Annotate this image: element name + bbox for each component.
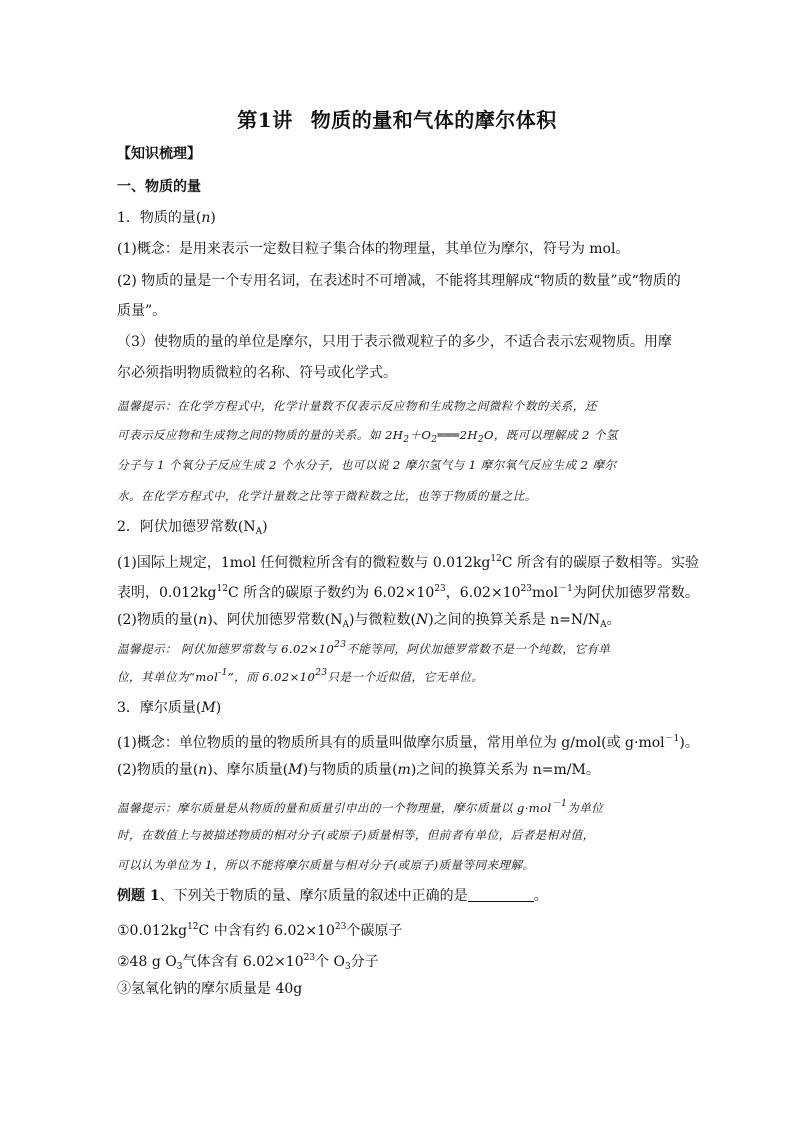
item2-tip-line2: 位，其单位为“mol$^{-1}$”，而 $6.02\times 10^{23}$只是一个近似值，它无单位。 (117, 668, 484, 684)
lecture-number: 第1讲 (237, 108, 293, 132)
item1-tip-line1: 温馨提示：在化学方程式中，化学计量数不仅表示反应物和生成物之间微粒个数的关系，还 (117, 399, 597, 413)
item3-tip-line3: 可以认为单位为 1，所以不能将摩尔质量与相对分子(或原子)质量等同来理解。 (117, 858, 535, 872)
item1-note2-line1: (2) 物质的量是一个专用名词，在表述时不可增减，不能将其理解成“物质的数量”或“物质的 (117, 273, 681, 289)
item3-tip-line1: 温馨提示：摩尔质量是从物质的量和质量引申出的一个物理量，摩尔质量以 g·mol$^{-1}$为单位 (117, 799, 604, 815)
page-title (0, 104, 794, 133)
example1-label: 例题 1 (117, 888, 160, 904)
item1-note3-line1: （3）使物质的量的单位是摩尔，只用于表示微观粒子的多少，不适合表示宏观物质。用摩 (117, 334, 672, 350)
lecture-topic: 物质的量和气体的摩尔体积 (310, 108, 557, 132)
item1-note3-line2: 尔必须指明物质微粒的名称、符号或化学式。 (117, 365, 397, 381)
item1-note2-line2: 质量”。 (117, 303, 167, 319)
item2-p1-line2: 表明，$0.012kg^{12}C$ 所含的碳原子数约为 $6.02\times 10^{23}$，$6.02\times 10^{23}mol^{-1}$为阿伏加德罗常数。 (117, 584, 699, 601)
item1-tip-line3: 分子与 1 个氧分子反应生成 2 个水分子，也可以说 2 摩尔氢气与 1 摩尔氧气反应生成 2 摩尔 (117, 458, 617, 472)
item3-heading: 3．摩尔质量(M) (117, 700, 222, 716)
section-tag: 【知识梳理】 (117, 146, 201, 162)
example1-question: 例题 1、下列关于物质的量、摩尔质量的叙述中正确的是 。 (117, 888, 548, 904)
example1-option1: $①0.012kg^{12}C$ 中含有约 $6.02\times 10^{23}$个碳原子 (117, 922, 403, 939)
item2-tip-line1: 温馨提示： 阿伏加德罗常数与 $6.02\times 10^{23}$不能等同，阿伏加德罗常数不是一个纯数，它有单 (117, 640, 611, 656)
item3-tip-line2: 时，在数值上与被描述物质的相对分子(或原子)质量相等，但前者有单位，后者是相对值， (117, 828, 595, 842)
item3-concept: (1)概念：单位物质的量的物质所具有的质量叫做摩尔质量，常用单位为 g/mol(或 g·mol$^{-1}$)。 (117, 734, 699, 751)
item3-relation: (2)物质的量(n)、摩尔质量(M)与物质的质量(m)之间的换算关系为 n=m/M。 (117, 762, 600, 778)
item1-tip-line2: 可表示反应物和生成物之间的物质的量的关系。如 $2H_2+O_2═══2H_2O$，既可以理解成 2 个氢 (117, 428, 618, 445)
example1-option3: ③氢氧化钠的摩尔质量是 40g (117, 981, 303, 997)
section-heading: 一、物质的量 (117, 179, 201, 195)
answer-blank[interactable] (468, 887, 534, 902)
item2-p1-line1: (1)国际上规定，1mol 任何微粒所含有的微粒数与 $0.012kg^{12}C$ 所含有的碳原子数相等。实验 (117, 554, 699, 571)
item1-concept: (1)概念：是用来表示一定数目粒子集合体的物理量，其单位为摩尔，符号为 mol。 (117, 241, 630, 257)
item1-tip-line4: 水。在化学方程式中，化学计量数之比等于微粒数之比，也等于物质的量之比。 (117, 489, 537, 503)
example1-option2: ②48 g $O_3$气体含有 $6.02\times 10^{23}$个 $O_3$分子 (117, 953, 379, 972)
item2-p2: (2)物质的量(n)、阿伏加德罗常数$(N_A)$与微粒数(N)之间的换算关系是 $n=N/N_A$。 (117, 612, 621, 630)
item2-heading: 2．阿伏加德罗常数$(N_A)$ (117, 519, 268, 537)
item1-heading: 1．物质的量(n) (117, 210, 216, 226)
